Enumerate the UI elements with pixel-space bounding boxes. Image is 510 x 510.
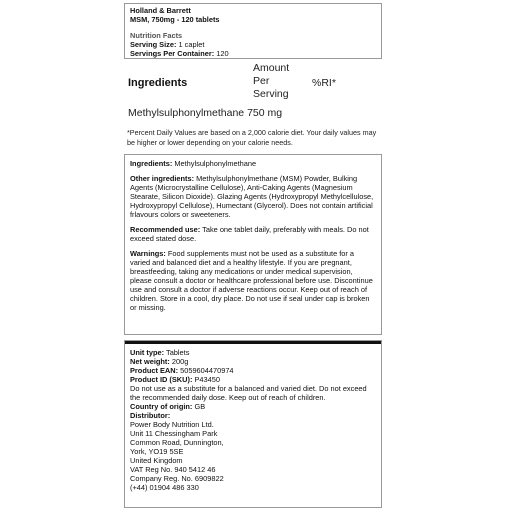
ingredients-column-header: Ingredients bbox=[128, 77, 188, 89]
table-row bbox=[128, 107, 282, 119]
warnings-paragraph bbox=[130, 249, 376, 312]
distributor-line: Company Reg. No. 6909822 bbox=[130, 474, 224, 483]
ingredients-paragraph bbox=[130, 159, 376, 168]
amount-header-line: Amount bbox=[253, 62, 290, 74]
serving-size-value: 1 caplet bbox=[178, 40, 205, 49]
product-sku-row bbox=[130, 375, 376, 384]
product-sku-value: P43450 bbox=[194, 375, 220, 384]
panel-top-rule bbox=[125, 341, 381, 344]
warnings-label: Warnings: bbox=[130, 249, 166, 258]
servings-per-container-value: 120 bbox=[216, 49, 229, 58]
net-weight-value: 200g bbox=[171, 357, 189, 366]
recommended-use-value: Take one tablet daily, preferably with meals. Do not exceed stated dose. bbox=[130, 225, 369, 243]
warnings-value: Food supplements must not be used as a substitute for a varied and balanced diet and a healthy lifestyle. If you are pregnant, breastfeeding, taking any medications or under medical supervision, please consult a doctor or healthcare professional before use. Discontinue use and consult a doctor if adverse reactions occur. Keep out of reach of children. Store in a cool, dry place. Do not use if seal under cap is broken or missing. bbox=[130, 249, 373, 312]
net-weight-label: Net weight: bbox=[130, 357, 170, 366]
product-header-panel bbox=[124, 3, 382, 59]
distributor-line: VAT Reg No. 940 5412 46 bbox=[130, 465, 216, 474]
distributor-label: Distributor: bbox=[130, 411, 171, 420]
other-ingredients-paragraph bbox=[130, 174, 376, 219]
ingredients-label: Ingredients: bbox=[130, 159, 173, 168]
row-ingredient-name: Methylsulphonylmethane bbox=[128, 107, 245, 119]
usage-advice: Do not use as a substitute for a balanced and varied diet. Do not exceed the recommended daily dose. Keep out of reach of children. bbox=[130, 384, 367, 402]
serving-size-label: Serving Size: bbox=[130, 40, 177, 49]
distributor-line: Unit 11 Chessingham Park bbox=[130, 429, 218, 438]
product-ean-label: Product EAN: bbox=[130, 366, 179, 375]
ingredients-table bbox=[128, 62, 378, 122]
nutrition-facts-title: Nutrition Facts bbox=[130, 31, 183, 40]
distributor-line: Power Body Nutrition Ltd. bbox=[130, 420, 214, 429]
unit-type-row bbox=[130, 348, 376, 357]
product-sku-label: Product ID (SKU): bbox=[130, 375, 193, 384]
country-of-origin-value: GB bbox=[194, 402, 206, 411]
country-of-origin-row bbox=[130, 402, 376, 411]
brand-name: Holland & Barrett bbox=[130, 6, 191, 15]
distributor-line: (+44) 01904 486 330 bbox=[130, 483, 199, 492]
distributor-line: York, YO19 5SE bbox=[130, 447, 184, 456]
amount-per-serving-header bbox=[253, 62, 301, 101]
product-details-panel bbox=[124, 154, 382, 335]
recommended-use-paragraph bbox=[130, 225, 376, 243]
unit-type-label: Unit type: bbox=[130, 348, 165, 357]
servings-per-container-label: Servings Per Container: bbox=[130, 49, 215, 58]
ri-column-header: %RI* bbox=[312, 77, 336, 89]
other-ingredients-value: Methylsulphonylmethane (MSM) Powder, Bulking Agents (Microcrystalline Cellulose), Anti-Caking Agents (Magnesium Stearate, Silicon Dioxide). Glazing Agents (Hydroxypropyl Methylcellulose, Hydroxypropyl Cellulose), Humectant (Glycerol). Does not contain artificial frlavours colors or sweeteners. bbox=[130, 174, 374, 219]
ingredients-value: Methylsulphonylmethane bbox=[174, 159, 257, 168]
distributor-line: Common Road, Dunnington, bbox=[130, 438, 224, 447]
product-info-panel bbox=[124, 340, 382, 508]
amount-header-line: Serving bbox=[253, 88, 289, 100]
amount-header-line: Per bbox=[253, 75, 270, 87]
percent-daily-values-note: *Percent Daily Values are based on a 2,000 calorie diet. Your daily values may be higher or lower depending on your calorie needs. bbox=[127, 128, 377, 147]
product-ean-row bbox=[130, 366, 376, 375]
product-title: MSM, 750mg - 120 tablets bbox=[130, 15, 220, 24]
distributor-line: United Kingdom bbox=[130, 456, 183, 465]
row-amount: 750 mg bbox=[247, 107, 283, 119]
recommended-use-label: Recommended use: bbox=[130, 225, 201, 234]
other-ingredients-label: Other ingredients: bbox=[130, 174, 195, 183]
servings-per-container-row bbox=[130, 49, 376, 58]
product-ean-value: 5059604470974 bbox=[180, 366, 234, 375]
country-of-origin-label: Country of origin: bbox=[130, 402, 193, 411]
unit-type-value: Tablets bbox=[166, 348, 190, 357]
serving-size-row bbox=[130, 40, 376, 49]
net-weight-row bbox=[130, 357, 376, 366]
